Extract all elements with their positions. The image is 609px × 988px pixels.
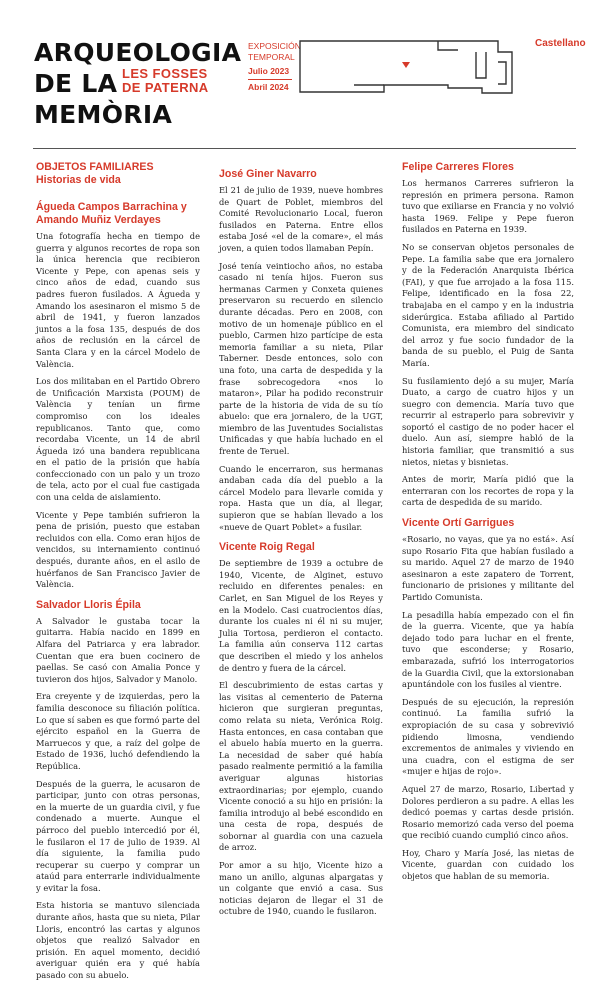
paragraph: El 21 de julio de 1939, nueve hombres de Quart de Poblet, miembros del Comité Revolucionario Local, fueron fusilados en Paterna. Entre ellos estaba José «el de la comare», el más joven, a quien todos llamaban Pepín. xyxy=(219,185,383,253)
paragraph: Vicente y Pepe también sufrieron la pena de prisión, puesto que estaban recluidos con ella. Como eran hijos de vencidos, su internamiento continuó después, durante años, en el asilo de huérfanos de San Francisco Javier de València. xyxy=(36,509,200,590)
header-divider xyxy=(33,148,576,149)
expo-start-date: Julio 2023 xyxy=(248,66,290,76)
paragraph: Esta historia se mantuvo silenciada durante años, hasta que su nieta, Pilar Lloris, encontró las cartas y algunos objetos que realizó Salvador en prisión. En aquel momento, decidió averiguar quién era y qué había pasado con su abuelo. xyxy=(36,900,200,981)
paragraph: El descubrimiento de estas cartas y las visitas al cementerio de Paterna hicieron que surgieran preguntas, como relata su nieta, Verónica Roig. Hasta entonces, en casa contaban que el abuelo había muerto en la guerra. La necesidad de saber qué había pasado realmente permitió a la familia averiguar algunas historias extraordinarias; por ejemplo, cuando Vicente conoció a su hijo en prisión: la familia introdujo al bebé escondido en una cesta de ropa, después de sobornar al guardia con una cazuela de arroz. xyxy=(219,680,383,853)
section-heading-jose: José Giner Navarro xyxy=(219,168,317,180)
column-left xyxy=(36,161,200,988)
section-heading-vicente-orti: Vicente Ortí Garrigues xyxy=(402,517,515,530)
paragraph: Era creyente y de izquierdas, pero la familia desconoce su filiación política. Lo que sí saben es que formó parte del ejército español en la Guerra de Marruecos y que, a raíz del golpe de Estado de 1936, luchó defendiendo la República. xyxy=(36,691,200,771)
section-heading-vicente-roig: Vicente Roig Regal xyxy=(219,541,315,554)
paragraph: Una fotografía hecha en tiempo de guerra y algunos recortes de ropa son la única herencia que recibieron Vicente y Pepe, con apenas seis y cinco años de edad, cuando sus padres fueron fusilados. A Águeda y Amando los asesinaron el mismo 5 de abril de 1941, y fueron lanzados juntos a la fosa 135, después de dos años de reclusión en la cárcel de Santa Clara y en la cárcel Modelo de València. xyxy=(36,231,200,369)
paragraph: Hoy, Charo y María José, las nietas de Vicente, guardan con cuidado los objetos que hablan de su memoria. xyxy=(402,847,574,882)
heading-line: Águeda Campos Barrachina y xyxy=(36,201,187,213)
floor-plan-map xyxy=(298,38,526,112)
expo-end-date: Abril 2024 xyxy=(248,81,289,92)
paragraph: Los hermanos Carreres sufrieron la represión en primera persona. Ramon tuvo que exiliarse en Francia y no volvió hasta 1969. Felipe y Pepe fueron fusilados en Paterna en 1939. xyxy=(402,178,574,235)
expo-divider xyxy=(248,79,292,80)
section-heading-felipe: Felipe Carreres Flores xyxy=(402,161,514,173)
paragraph: Después de la guerra, le acusaron de participar, junto con otras personas, en la muerte de un guardia civil, y fue condenado a muerte. Aunque el párroco del pueblo intercedió por él, le fusilaron el 17 de julio de 1939. Al día siguiente, la familia pudo recuperar su cuerpo y comprar un ataúd para enterrarle individualmente y evitar la fosa. xyxy=(36,778,200,893)
expo-label-line: EXPOSICIÓN xyxy=(248,41,301,51)
exhibition-info xyxy=(248,41,301,92)
paragraph: No se conservan objetos personales de Pepe. La familia sabe que era jornalero y de la Federación Anarquista Ibérica (FAI), y que fue arrojado a la fosa 115. Felipe, identificado en la fosa 22, trabajaba en el campo y en la industria siderúrgica. Estaba afiliado al Partido Comunista, era miembro del sindicato del arroz y fue socio fundador de la banda de su pueblo, el Puig de Santa María. xyxy=(402,241,574,368)
intro-heading xyxy=(36,161,200,187)
location-marker-icon xyxy=(402,62,410,68)
title-line: MEMÒRIA xyxy=(34,100,173,129)
paragraph: Los dos militaban en el Partido Obrero de Unificación Marxista (POUM) de València y tenían un firme compromiso con los ideales republicanos. Tanto que, como recordaba Vicente, un 14 de abril Águeda izó una bandera republicana en el patio de la prisión que había confeccionado con un palo y un trozo de tela, acto por el cual fue castigada con una celda de aislamiento. xyxy=(36,376,200,503)
language-label: Castellano xyxy=(535,38,586,49)
subtitle-line: DE PATERNA xyxy=(122,80,209,95)
paragraph: Aquel 27 de marzo, Rosario, Libertad y Dolores perdieron a su padre. A ellas les dedicó poemas y cartas desde prisión. Rosario memorizó cada verso del poema que recibió cuando cumplió cinco años. xyxy=(402,783,574,841)
paragraph: José tenía veintiocho años, no estaba casado ni tenía hijos. Fueron sus hermanas Carmen y Conxeta quienes preservaron su recuerdo en silencio durante décadas. Pero en 2008, con motivo de un homenaje público en el pueblo, Carmen hizo partícipe de esta memoria familiar a su nieta, Pilar Taberner. Desde entonces, solo con una foto, una carta de despedida y la frase sobrecogedora «nos lo mataron», Pilar ha podido reconstruir parte de la historia de vida de su tío abuelo: que era jornalero, de la UGT, miembro de las Juventudes Socialistas Unificadas y que había luchado en el frente de Teruel. xyxy=(219,260,383,457)
column-right xyxy=(402,161,574,889)
section-heading-agueda xyxy=(36,201,200,227)
paragraph: De septiembre de 1939 a octubre de 1940, Vicente, de Alginet, estuvo recluido en diferentes penales: en Carlet, en San Miguel de los Reyes y en la Modelo. Casi cuatrocientos días, durante los cuales ni él ni su mujer, Julia Tortosa, perdieron el contacto. La familia aún conserva 112 cartas que describen el miedo y los anhelos de dentro y fuera de la cárcel. xyxy=(219,558,383,673)
heading-line: Amando Muñiz Verdayes xyxy=(36,214,161,226)
exhibition-subtitle xyxy=(122,67,209,95)
intro-heading-line: Historias de vida xyxy=(36,174,121,186)
paragraph: Por amor a su hijo, Vicente hizo a mano un anillo, algunas alpargatas y un colgante que envió a casa. Sus noticias dejaron de llegar el 31 de octubre de 1940, cuando le fusilaron. xyxy=(219,860,383,917)
section-heading-salvador: Salvador Lloris Épila xyxy=(36,598,141,611)
paragraph: Su fusilamiento dejó a su mujer, María Duato, a cargo de cuatro hijos y un suegro con demencia. María tuvo que recurrir al estraperlo para sobrevivir y soportó el castigo de no poder hacer el duelo. Aun así, siempre habló de la historia familiar, que transmitió a sus nietos, nietas y bisnietas. xyxy=(402,375,574,467)
intro-heading-line: OBJETOS FAMILIARES xyxy=(36,161,154,173)
paragraph: Después de su ejecución, la represión continuó. La familia sufrió la expropiación de su casa y sobrevivió pidiendo limosna, vendiendo excrementos de animales y viviendo en una cuadra, con el estigma de ser «mujer e hijas de rojo». xyxy=(402,696,574,777)
subtitle-line: LES FOSSES xyxy=(122,66,208,81)
expo-label-line: TEMPORAL xyxy=(248,51,295,62)
paragraph: Antes de morir, María pidió que la enterraran con los recortes de ropa y la carta de despedida de su marido. xyxy=(402,474,574,508)
paragraph: A Salvador le gustaba tocar la guitarra. Había nacido en 1899 en Alfara del Patriarca y era labrador. Cuentan que era buen cocinero de paellas. Se casó con Amalia Ponce y tuvieron dos hijos, Salvador y Manolo. xyxy=(36,615,200,684)
paragraph: La pesadilla había empezado con el fin de la guerra. Vicente, que ya había dejado todo para luchar en el frente, tuvo que esconderse; y Rosario, embarazada, sufrió los interrogatorios de la Guardia Civil, que la extorsionaban apuntándole con los fusiles al vientre. xyxy=(402,609,574,690)
column-middle xyxy=(219,168,383,924)
title-line: ARQUEOLOGIA xyxy=(34,38,242,67)
paragraph: «Rosario, no vayas, que ya no está». Así supo Rosario Fita que habían fusilado a su marido. Aquel 27 de marzo de 1940 asesinaron a este zapatero de Torrent, funcionario de prisiones y militante del Partido Comunista. xyxy=(402,534,574,602)
title-line: DE LA xyxy=(34,69,118,98)
paragraph: Cuando le encerraron, sus hermanas andaban cada día del pueblo a la cárcel Modelo para llevarle comida y ropa. Hasta que un día, al llegar, supieron que se habían llevado a los «nueve de Quart Poblet» a fusilar. xyxy=(219,463,383,532)
